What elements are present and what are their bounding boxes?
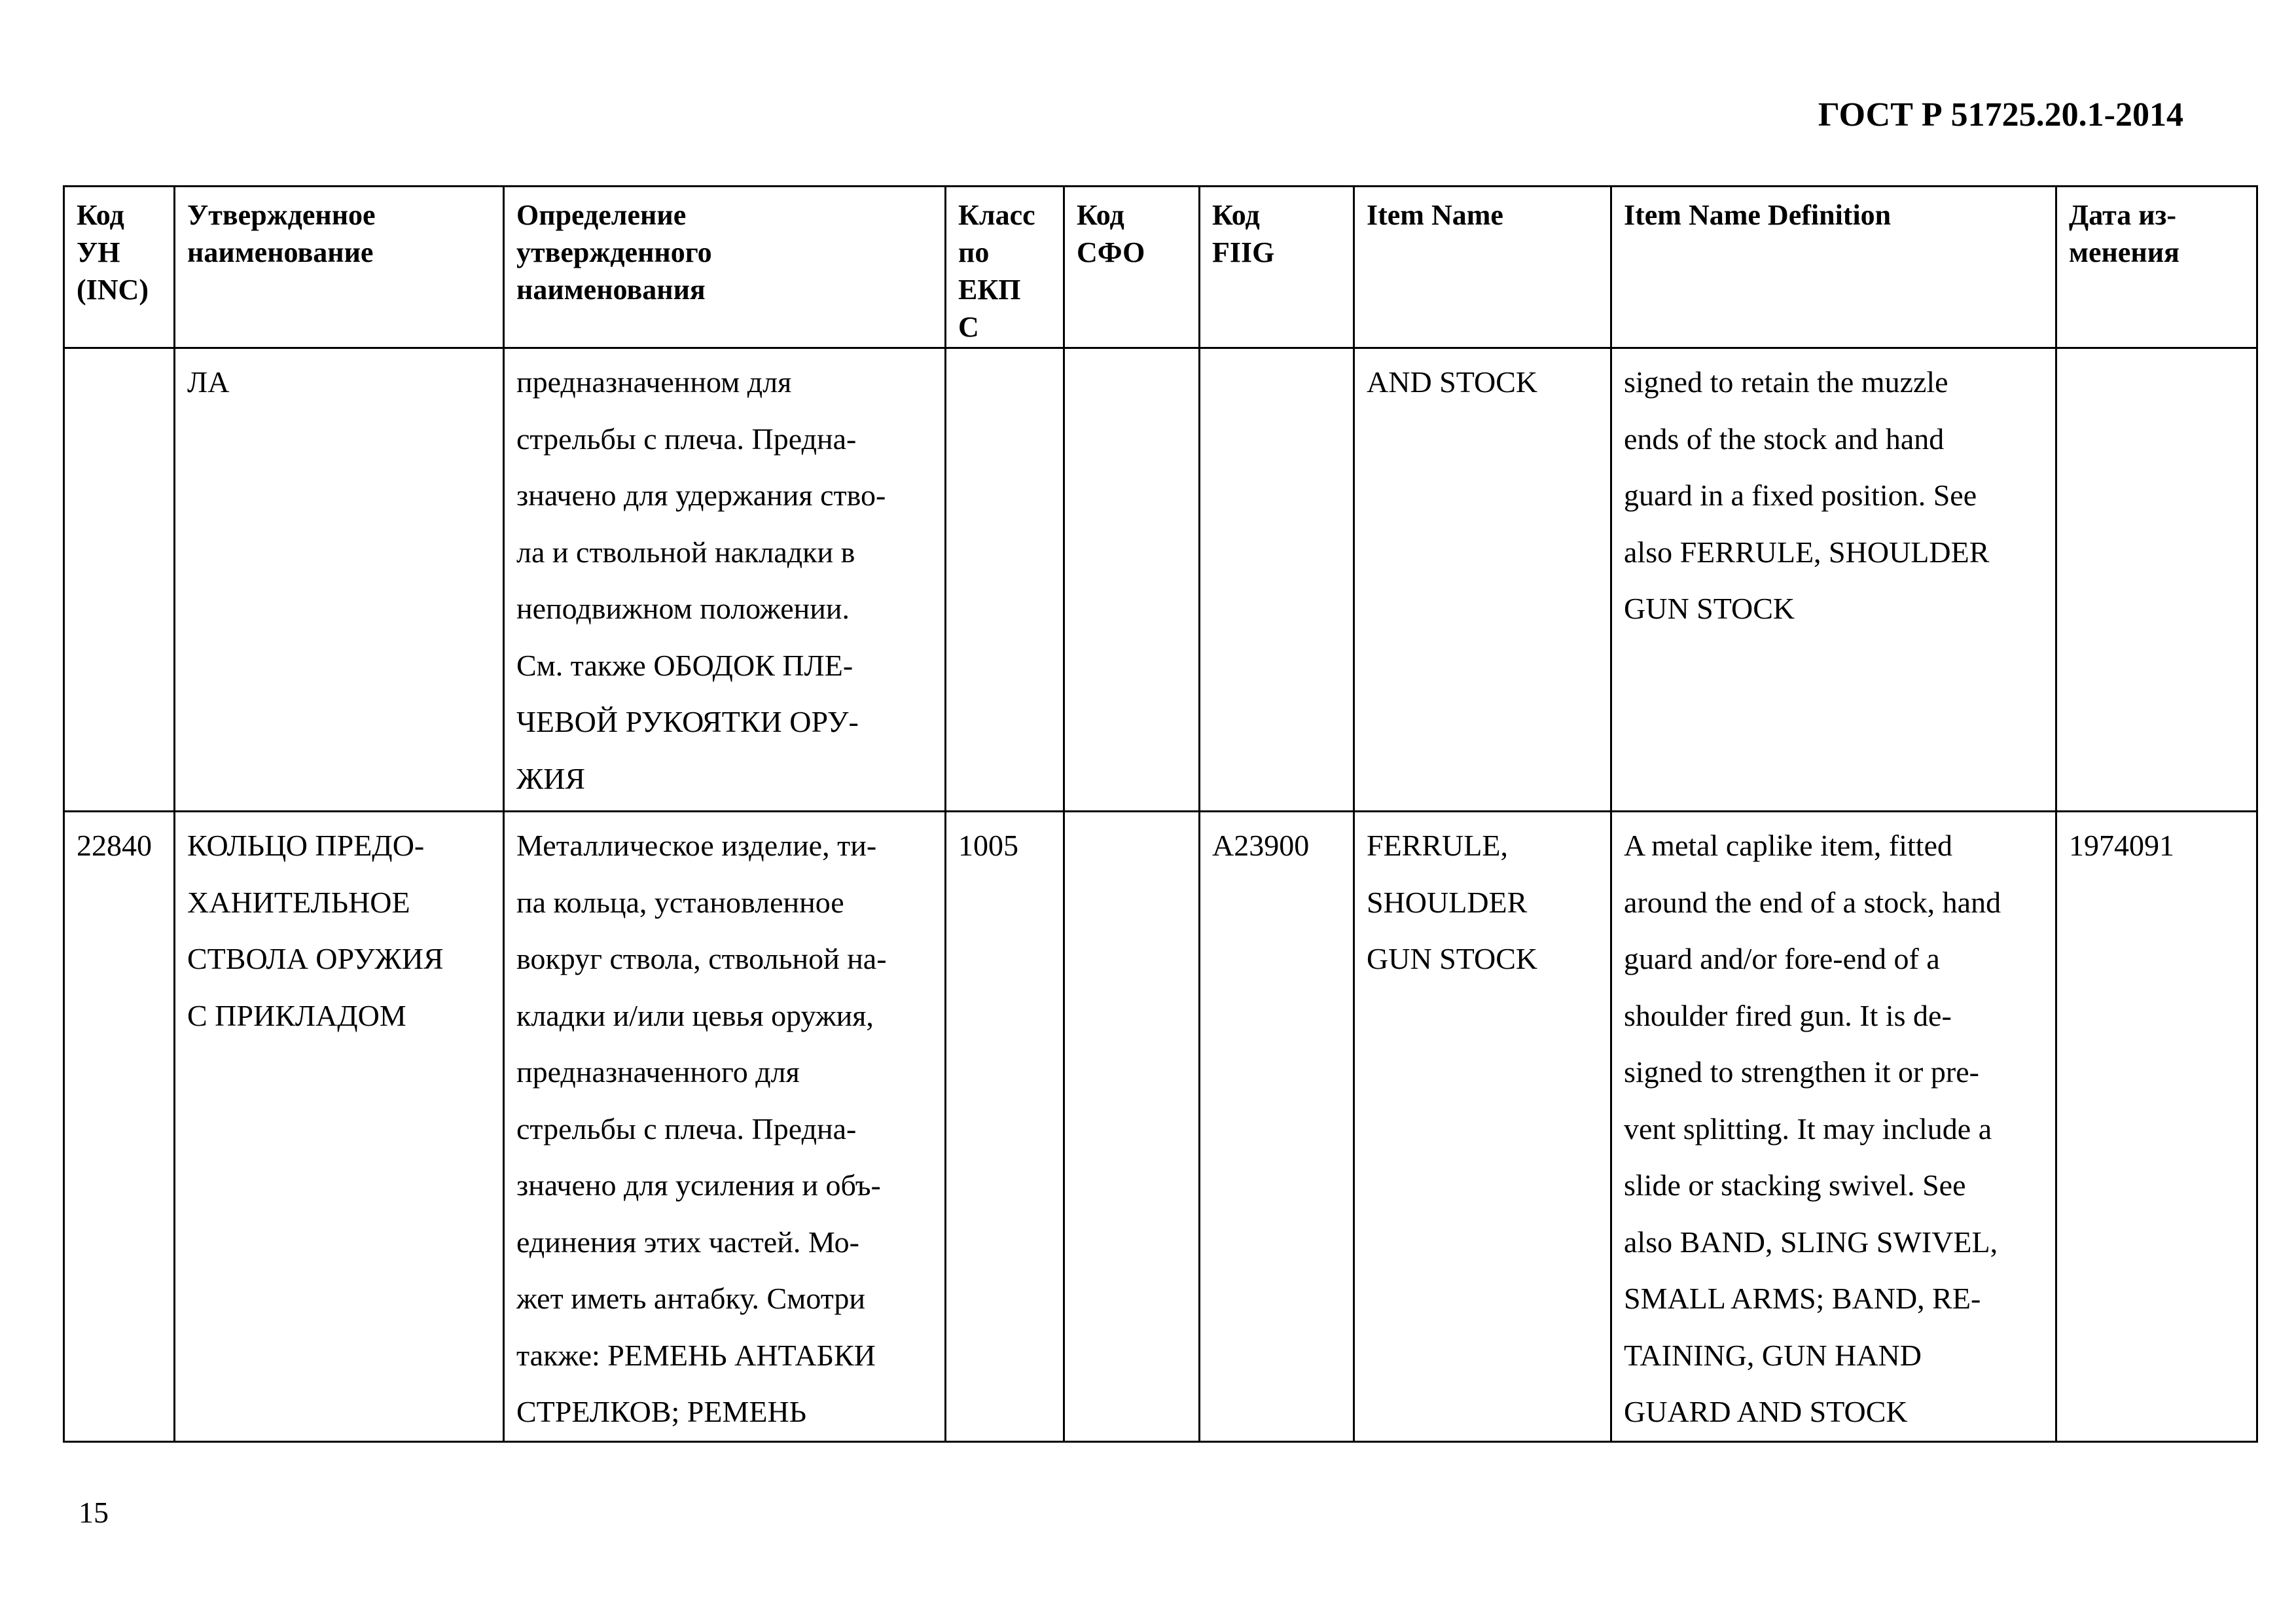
col-header-sfo-code xyxy=(1064,187,1200,348)
cell-ekps-class xyxy=(946,348,1064,812)
text-line: стрельбы с плеча. Предна- xyxy=(516,1111,857,1146)
text-line: SMALL ARMS; BAND, RE- xyxy=(1624,1282,1981,1315)
cell-definition xyxy=(504,348,946,812)
col-header-definition xyxy=(504,187,946,348)
text-line: FIIG xyxy=(1212,236,1275,268)
text-line: (INC) xyxy=(77,274,149,306)
text-line: стрельбы с плеча. Предна- xyxy=(516,422,857,456)
text-line: 1974091 xyxy=(2069,829,2174,862)
text-line: также: РЕМЕНЬ АНТАБКИ xyxy=(516,1338,876,1372)
text-line: по xyxy=(958,236,990,268)
table-header-row xyxy=(64,187,2257,348)
text-line: vent splitting. It may include a xyxy=(1624,1111,1992,1146)
text-line: значено для удержания ство- xyxy=(516,478,886,512)
text-line: signed to retain the muzzle xyxy=(1624,365,1948,399)
cell-item-name-definition xyxy=(1611,348,2056,812)
table-row xyxy=(64,812,2257,1442)
text-line: TAINING, GUN HAND xyxy=(1624,1338,1922,1372)
text-line: Дата из- xyxy=(2069,199,2176,231)
text-line: СТВОЛА ОРУЖИЯ xyxy=(187,942,444,975)
col-header-item-name-definition xyxy=(1611,187,2056,348)
text-line: КОЛЬЦО ПРЕДО- xyxy=(187,829,425,862)
text-line: наименования xyxy=(516,274,706,306)
text-line: Утвержденное xyxy=(187,199,376,231)
cell-sfo-code xyxy=(1064,812,1200,1442)
text-line: Металлическое изделие, ти- xyxy=(516,829,877,862)
col-header-ekps-class xyxy=(946,187,1064,348)
text-line: ЕКП xyxy=(958,274,1021,306)
document-code: ГОСТ Р 51725.20.1-2014 xyxy=(1818,96,2183,134)
cell-inc xyxy=(64,812,175,1442)
text-line: Код xyxy=(77,199,124,231)
text-line: GUN STOCK xyxy=(1624,592,1795,625)
text-line: Код xyxy=(1077,199,1124,231)
col-header-item-name xyxy=(1354,187,1611,348)
text-line: GUARD AND STOCK xyxy=(1624,1395,1908,1428)
text-line: ends of the stock and hand xyxy=(1624,422,1945,456)
text-line: GUN STOCK xyxy=(1367,942,1538,975)
cell-item-name xyxy=(1354,812,1611,1442)
text-line: A metal caplike item, fitted xyxy=(1624,829,1953,862)
text-line: signed to strengthen it or pre- xyxy=(1624,1055,1979,1089)
page-number: 15 xyxy=(79,1496,109,1529)
cell-change-date xyxy=(2056,348,2257,812)
text-line: наименование xyxy=(187,236,374,268)
text-line: ЖИЯ xyxy=(516,761,586,795)
col-header-approved-name xyxy=(175,187,504,348)
nomenclature-table xyxy=(63,185,2258,1443)
text-line: ЛА xyxy=(187,365,230,399)
text-line: СФО xyxy=(1077,236,1145,268)
text-line: утвержденного xyxy=(516,236,712,268)
col-header-fiig-code xyxy=(1200,187,1354,348)
cell-definition xyxy=(504,812,946,1442)
text-line: вокруг ствола, ствольной на- xyxy=(516,942,887,975)
text-line: Item Name Definition xyxy=(1624,199,1892,231)
text-line: guard in a fixed position. See xyxy=(1624,478,1977,512)
text-line: also BAND, SLING SWIVEL, xyxy=(1624,1225,1998,1259)
text-line: 22840 xyxy=(77,829,152,862)
text-line: значено для усиления и объ- xyxy=(516,1168,881,1202)
text-line: неподвижном положении. xyxy=(516,592,850,625)
table-row xyxy=(64,348,2257,812)
text-line: УН xyxy=(77,236,120,268)
text-line: кладки и/или цевья оружия, xyxy=(516,998,874,1032)
text-line: A23900 xyxy=(1212,829,1310,862)
text-line: па кольца, установленное xyxy=(516,885,844,919)
col-header-change-date xyxy=(2056,187,2257,348)
text-line: См. также ОБОДОК ПЛЕ- xyxy=(516,648,853,682)
text-line: AND STOCK xyxy=(1367,365,1538,399)
cell-fiig-code xyxy=(1200,348,1354,812)
text-line: around the end of a stock, hand xyxy=(1624,885,2001,919)
text-line: предназначенном для xyxy=(516,365,792,399)
cell-approved-name xyxy=(175,812,504,1442)
col-header-inc xyxy=(64,187,175,348)
text-line: ла и ствольной накладки в xyxy=(516,535,855,569)
text-line: Item Name xyxy=(1367,199,1503,231)
text-line: менения xyxy=(2069,236,2179,268)
cell-sfo-code xyxy=(1064,348,1200,812)
text-line: ХАНИТЕЛЬНОЕ xyxy=(187,885,410,919)
text-line: С xyxy=(958,311,979,343)
text-line: Определение xyxy=(516,199,687,231)
text-line: FERRULE, xyxy=(1367,829,1508,862)
cell-item-name-definition xyxy=(1611,812,2056,1442)
text-line: СТРЕЛКОВ; РЕМЕНЬ xyxy=(516,1395,807,1428)
text-line: единения этих частей. Мо- xyxy=(516,1225,859,1259)
text-line: жет иметь антабку. Смотри xyxy=(516,1282,865,1315)
text-line: SHOULDER xyxy=(1367,885,1528,919)
text-line: 1005 xyxy=(958,829,1018,862)
cell-ekps-class xyxy=(946,812,1064,1442)
text-line: guard and/or fore-end of a xyxy=(1624,942,1940,975)
cell-change-date xyxy=(2056,812,2257,1442)
text-line: Класс xyxy=(958,199,1035,231)
text-line: also FERRULE, SHOULDER xyxy=(1624,535,1990,569)
text-line: Код xyxy=(1212,199,1260,231)
text-line: С ПРИКЛАДОМ xyxy=(187,998,406,1032)
cell-item-name xyxy=(1354,348,1611,812)
cell-inc xyxy=(64,348,175,812)
text-line: shoulder fired gun. It is de- xyxy=(1624,998,1952,1032)
text-line: slide or stacking swivel. See xyxy=(1624,1168,1966,1202)
text-line: предназначенного для xyxy=(516,1055,800,1089)
cell-approved-name xyxy=(175,348,504,812)
cell-fiig-code xyxy=(1200,812,1354,1442)
text-line: ЧЕВОЙ РУКОЯТКИ ОРУ- xyxy=(516,705,859,738)
